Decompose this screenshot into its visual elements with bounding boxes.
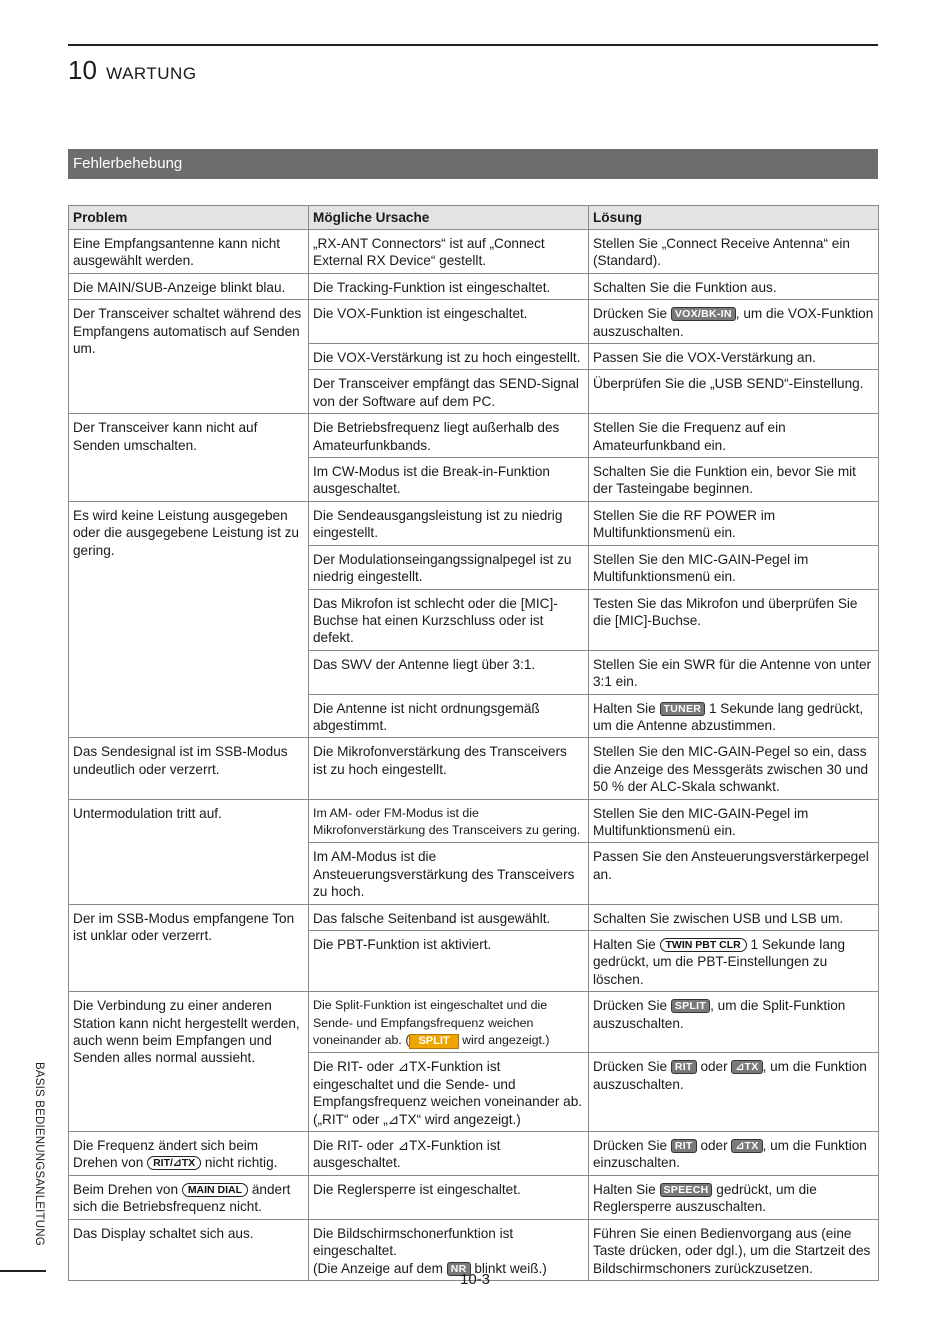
problem-cell <box>69 1175 309 1219</box>
solution-cell: Testen Sie das Mikrofon und überprüfen Sie die [MIC]-Buchse. <box>589 589 879 650</box>
solution-text: Drücken Sie <box>593 306 668 322</box>
solution-cell <box>589 1053 879 1132</box>
delta-tx-key-icon: ⊿TX <box>731 1060 762 1074</box>
problem-text: nicht richtig. <box>204 1155 278 1171</box>
solution-cell: Stellen Sie die RF POWER im Multifunktionsmenü ein. <box>589 501 879 545</box>
cause-text: (Die Anzeige auf dem <box>313 1260 443 1276</box>
problem-cell: Das Sendesignal ist im SSB-Modus undeutlich oder verzerrt. <box>69 738 309 799</box>
solution-cell: Stellen Sie die Frequenz auf ein Amateurfunkband ein. <box>589 414 879 458</box>
header-rule <box>68 44 878 46</box>
problem-text: Die Frequenz ändert sich beim Drehen von <box>73 1138 259 1171</box>
chapter-title: WARTUNG <box>106 64 197 83</box>
chapter-number: 10 <box>68 55 97 85</box>
cause-cell: Die Sendeausgangsleistung ist zu niedrig eingestellt. <box>309 501 589 545</box>
cause-cell: Das Mikrofon ist schlecht oder die [MIC]-Buchse hat einen Kurzschluss oder ist defekt. <box>309 589 589 650</box>
solution-text: , um die Funktion auszuschalten. <box>593 1059 867 1092</box>
table-row <box>69 904 879 930</box>
problem-cell <box>69 1132 309 1176</box>
column-header-cause: Mögliche Ursache <box>309 206 589 230</box>
solution-cell: Schalten Sie die Funktion ein, bevor Sie mit der Tasteingabe beginnen. <box>589 458 879 502</box>
cause-cell: Die PBT-Funktion ist aktiviert. <box>309 931 589 992</box>
solution-text: , um die Funktion einzuschalten. <box>593 1138 867 1171</box>
cause-text: Die Bildschirmschonerfunktion ist eingeschaltet. <box>313 1225 514 1259</box>
solution-text: 1 Sekunde lang gedrückt, um die Antenne abzustimmen. <box>593 700 864 733</box>
nr-key-icon: NR <box>447 1262 471 1276</box>
solution-cell: Führen Sie einen Bedienvorgang aus (eine Taste drücken, oder dgl.), um die Startzeit des Bildschirmschoners zurückzusetzen. <box>589 1219 879 1280</box>
rit-key-icon: RIT <box>671 1139 697 1153</box>
solution-cell: Stellen Sie den MIC-GAIN-Pegel im Multifunktionsmenü ein. <box>589 799 879 843</box>
solution-cell <box>589 931 879 992</box>
twin-pbt-clr-key-icon: TWIN PBT CLR <box>660 938 747 952</box>
cause-cell: Die RIT- oder ⊿TX-Funktion ist eingeschaltet und die Sende- und Empfangsfrequenz weichen voneinander ab. („RIT“ oder „⊿TX“ wird angezeigt.) <box>309 1053 589 1132</box>
cause-cell: Die Tracking-Funktion ist eingeschaltet. <box>309 273 589 299</box>
solution-cell <box>589 300 879 344</box>
section-title: Fehlerbehebung <box>68 149 878 179</box>
rit-delta-tx-knob-icon: RIT/⊿TX <box>147 1156 201 1170</box>
cause-cell: Der Modulationseingangssignalpegel ist zu niedrig eingestellt. <box>309 545 589 589</box>
problem-cell: Der Transceiver kann nicht auf Senden umschalten. <box>69 414 309 502</box>
cause-cell: Die VOX-Verstärkung ist zu hoch eingestellt. <box>309 344 589 370</box>
table-row <box>69 799 879 843</box>
cause-text: wird angezeigt.) <box>458 1033 550 1048</box>
cause-cell: Die VOX-Funktion ist eingeschaltet. <box>309 300 589 344</box>
solution-cell: Passen Sie den Ansteuerungsverstärkerpegel an. <box>589 843 879 904</box>
cause-cell: Die Mikrofonverstärkung des Transceivers ist zu hoch eingestellt. <box>309 738 589 799</box>
solution-text: , um die VOX-Funktion auszuschalten. <box>593 306 874 339</box>
problem-cell: Es wird keine Leistung ausgegeben oder die ausgegebene Leistung ist zu gering. <box>69 501 309 737</box>
column-header-problem: Problem <box>69 206 309 230</box>
table-row <box>69 1132 879 1176</box>
delta-tx-key-icon: ⊿TX <box>731 1139 762 1153</box>
cause-cell: „RX-ANT Connectors“ ist auf „Connect External RX Device“ gestellt. <box>309 230 589 274</box>
solution-text: Drücken Sie <box>593 1138 668 1154</box>
solution-text: gedrückt, um die Reglersperre auszuschalten. <box>593 1181 817 1215</box>
solution-cell: Stellen Sie den MIC-GAIN-Pegel im Multifunktionsmenü ein. <box>589 545 879 589</box>
sidebar-label: BASIS BEDIENUNGSANLEITUNG <box>33 1062 45 1246</box>
cause-cell: Im AM- oder FM-Modus ist die Mikrofonverstärkung des Transceivers zu gering. <box>309 799 589 843</box>
solution-cell: Überprüfen Sie die „USB SEND“-Einstellung. <box>589 370 879 414</box>
cause-cell <box>309 992 589 1053</box>
cause-text: blinkt weiß.) <box>474 1260 547 1276</box>
main-dial-knob-icon: MAIN DIAL <box>182 1183 248 1197</box>
problem-cell: Die Verbindung zu einer anderen Station kann nicht hergestellt werden, auch wenn beim Empfangen und Senden alles normal aussieht. <box>69 992 309 1132</box>
solution-cell <box>589 992 879 1053</box>
rit-key-icon: RIT <box>671 1060 697 1074</box>
vox-bk-in-key-icon: VOX/BK-IN <box>671 307 736 321</box>
cause-cell: Der Transceiver empfängt das SEND-Signal von der Software auf dem PC. <box>309 370 589 414</box>
solution-text: oder <box>700 1138 728 1154</box>
problem-cell: Die MAIN/SUB-Anzeige blinkt blau. <box>69 273 309 299</box>
cause-text: Die Split-Funktion ist eingeschaltet und die Sende- und Empfangsfrequenz weichen voneinander ab. ( <box>313 998 548 1048</box>
cause-cell: Das SWV der Antenne liegt über 3:1. <box>309 650 589 694</box>
chapter-heading <box>68 55 197 89</box>
problem-cell: Der Transceiver schaltet während des Empfangens automatisch auf Senden um. <box>69 300 309 414</box>
solution-cell: Schalten Sie zwischen USB und LSB um. <box>589 904 879 930</box>
cause-cell: Die Reglersperre ist eingeschaltet. <box>309 1175 589 1219</box>
solution-cell <box>589 694 879 738</box>
solution-text: Halten Sie <box>593 937 656 952</box>
problem-cell: Untermodulation tritt auf. <box>69 799 309 904</box>
cause-cell: Im CW-Modus ist die Break-in-Funktion ausgeschaltet. <box>309 458 589 502</box>
cause-cell: Das falsche Seitenband ist ausgewählt. <box>309 904 589 930</box>
troubleshooting-table <box>68 205 879 1281</box>
table-row <box>69 1175 879 1219</box>
solution-text: , um die Split-Funktion auszuschalten. <box>593 998 846 1031</box>
solution-text: 1 Sekunde lang gedrückt, um die PBT-Einstellungen zu löschen. <box>593 937 846 987</box>
table-row <box>69 738 879 799</box>
tuner-key-icon: TUNER <box>660 702 706 716</box>
problem-text: Beim Drehen von <box>73 1181 179 1197</box>
problem-cell: Das Display schaltet sich aus. <box>69 1219 309 1280</box>
problem-text: ändert sich die Betriebsfrequenz nicht. <box>73 1181 291 1215</box>
speech-lock-key-icon: SPEECH <box>660 1183 713 1197</box>
solution-text: Drücken Sie <box>593 1059 668 1075</box>
split-indicator-icon: SPLIT <box>409 1034 458 1049</box>
problem-cell: Der im SSB-Modus empfangene Ton ist unklar oder verzerrt. <box>69 904 309 992</box>
table-row <box>69 501 879 545</box>
solution-cell <box>589 1132 879 1176</box>
solution-cell: Passen Sie die VOX-Verstärkung an. <box>589 344 879 370</box>
cause-cell: Die RIT- oder ⊿TX-Funktion ist ausgeschaltet. <box>309 1132 589 1176</box>
solution-cell: Stellen Sie „Connect Receive Antenna“ ein (Standard). <box>589 230 879 274</box>
problem-cell: Eine Empfangsantenne kann nicht ausgewählt werden. <box>69 230 309 274</box>
solution-cell: Stellen Sie ein SWR für die Antenne von unter 3:1 ein. <box>589 650 879 694</box>
solution-text: Halten Sie <box>593 700 656 716</box>
table-row <box>69 992 879 1053</box>
solution-text: oder <box>700 1059 728 1075</box>
table-row <box>69 414 879 458</box>
solution-cell: Schalten Sie die Funktion aus. <box>589 273 879 299</box>
table-row <box>69 230 879 274</box>
cause-cell: Die Betriebsfrequenz liegt außerhalb des Amateurfunkbands. <box>309 414 589 458</box>
cause-cell: Im AM-Modus ist die Ansteuerungsverstärkung des Transceivers zu hoch. <box>309 843 589 904</box>
column-header-solution: Lösung <box>589 206 879 230</box>
cause-cell: Die Antenne ist nicht ordnungsgemäß abgestimmt. <box>309 694 589 738</box>
solution-cell: Stellen Sie den MIC-GAIN-Pegel so ein, dass die Anzeige des Messgeräts zwischen 30 und 50 % der ALC-Skala schwankt. <box>589 738 879 799</box>
table-row <box>69 273 879 299</box>
page-number: 10-3 <box>459 1271 491 1288</box>
table-header-row <box>69 206 879 230</box>
solution-text: Drücken Sie <box>593 998 668 1014</box>
split-key-icon: SPLIT <box>671 999 710 1013</box>
solution-text: Halten Sie <box>593 1181 656 1197</box>
solution-cell <box>589 1175 879 1219</box>
table-row <box>69 300 879 344</box>
